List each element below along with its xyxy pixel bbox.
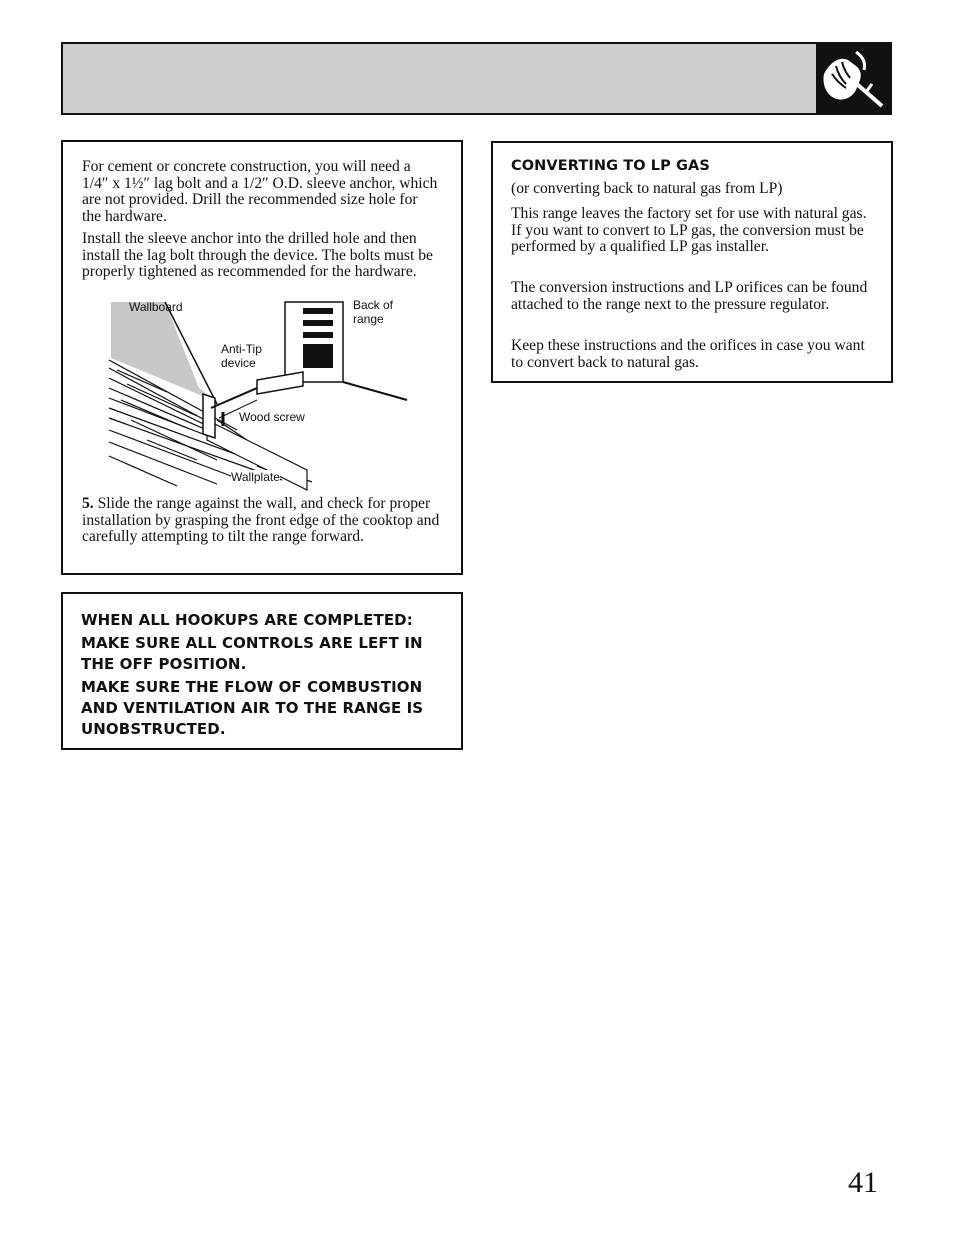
wood-screw-label: Wood screw	[239, 410, 305, 424]
step-5-text: Slide the range against the wall, and check for proper installation by grasping the front edge of the cooktop and carefully attempting to tilt the range forward.	[82, 495, 440, 545]
anchor-instructions-box	[61, 140, 463, 575]
hookups-warning-box	[61, 592, 463, 750]
hookups-line-1: WHEN ALL HOOKUPS ARE COMPLETED:	[81, 611, 413, 629]
back-of-range-label: Back of range	[353, 298, 394, 326]
lp-para-3: Keep these instructions and the orifices in case you want to convert back to natural gas.	[511, 337, 865, 371]
lp-para-2: The conversion instructions and LP orifices can be found attached to the range next to the pressure regulator.	[511, 279, 868, 313]
anchor-para-2: Install the sleeve anchor into the drilled hole and then install the lag bolt through the device. The bolts must be properly tightened as recommended for the hardware.	[82, 230, 433, 280]
hand-screwdriver-icon	[816, 44, 890, 115]
lp-heading: CONVERTING TO LP GAS	[511, 158, 710, 174]
hookups-line-3: MAKE SURE THE FLOW OF COMBUSTION AND VENTILATION AIR TO THE RANGE IS UNOBSTRUCTED.	[81, 678, 424, 738]
page-number: 41	[848, 1166, 878, 1199]
step-5	[82, 496, 442, 546]
lp-conversion-box	[491, 141, 893, 383]
anti-tip-illustration	[107, 300, 417, 492]
wallboard-label: Wallboard	[129, 300, 183, 314]
lp-subheading: (or converting back to natural gas from LP)	[511, 180, 783, 197]
anti-tip-figure	[107, 300, 417, 492]
lp-para-1: This range leaves the factory set for use with natural gas. If you want to convert to LP gas, the conversion must be performed by a qualified LP gas installer.	[511, 205, 867, 255]
step-5-number: 5.	[82, 495, 94, 512]
wallplate-label: Wallplate	[231, 470, 280, 484]
hookups-line-2: MAKE SURE ALL CONTROLS ARE LEFT IN THE OFF POSITION.	[81, 634, 423, 673]
anchor-para-1: For cement or concrete construction, you will need a 1/4″ x 1½″ lag bolt and a 1/2″ O.D. sleeve anchor, which are not provided. Drill the recommended size hole for the hardware.	[82, 158, 438, 225]
section-header-bar	[61, 42, 892, 115]
anti-tip-device-label: Anti-Tip device	[221, 342, 262, 370]
